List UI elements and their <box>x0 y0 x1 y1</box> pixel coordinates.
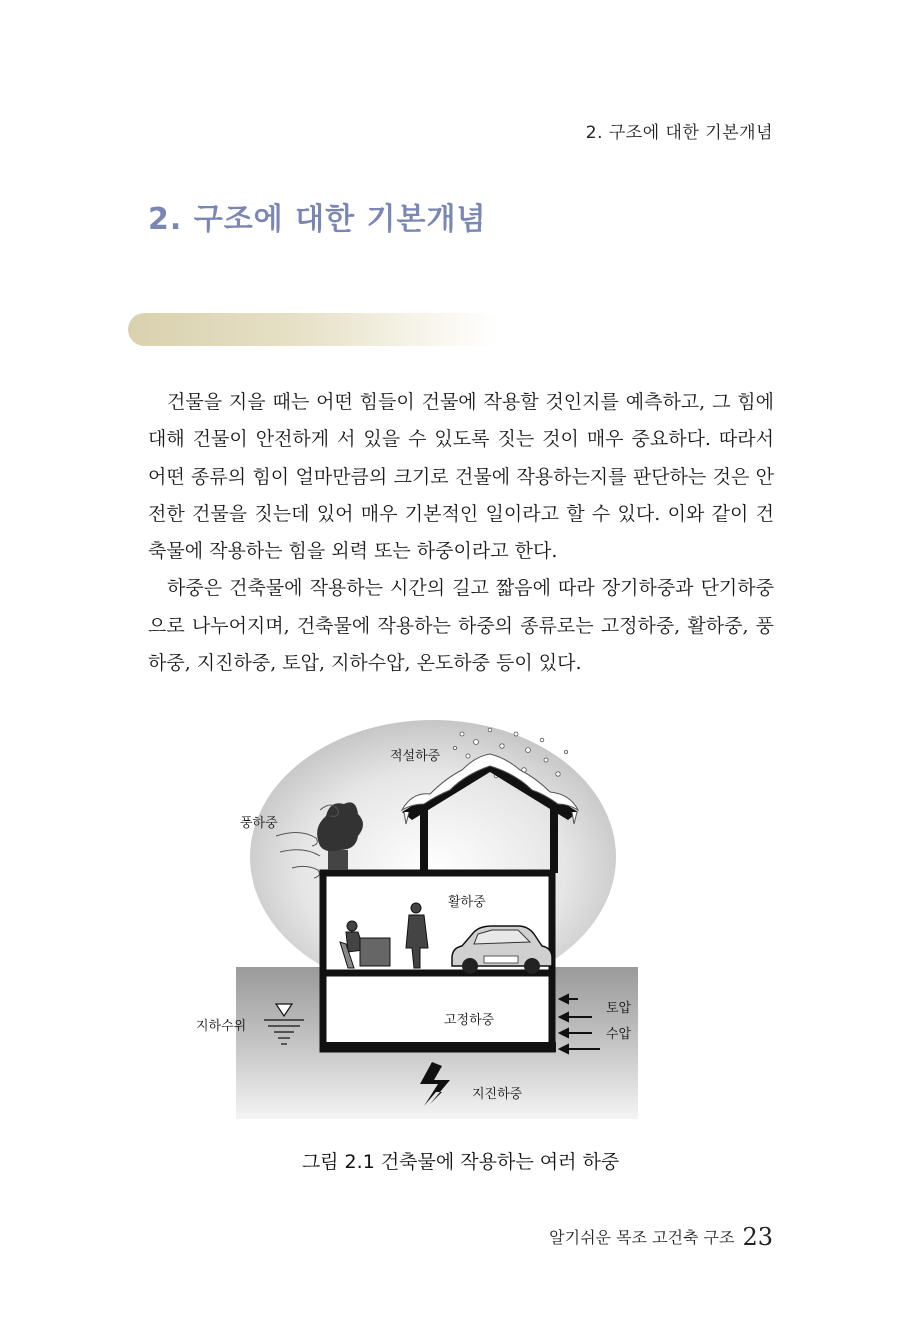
label-water-pressure: 수압 <box>606 1027 632 1042</box>
page-footer <box>549 1223 773 1251</box>
footer-book-title: 알기쉬운 목조 고건축 구조 <box>549 1228 735 1247</box>
foundation <box>320 1042 556 1052</box>
label-dead-load: 고정하중 <box>444 1013 495 1028</box>
upper-wall-left <box>420 808 428 873</box>
page-number: 23 <box>742 1223 773 1251</box>
running-header: 2. 구조에 대한 기본개념 <box>585 123 773 143</box>
label-earth-pressure: 토압 <box>606 1001 632 1016</box>
figure-caption: 그림 2.1 건축물에 작용하는 여러 하중 <box>301 1151 620 1173</box>
label-seismic-load: 지진하중 <box>472 1087 523 1102</box>
paragraph-1: 건물을 지을 때는 어떤 힘들이 건물에 작용할 것인지를 예측하고, 그 힘에 대해 건물이 안전하게 서 있을 수 있도록 짓는 것이 매우 중요하다. 따라서 어떤 종류의 힘이 얼마만큼의 크기로 건물에 작용하는지를 판단하는 것은 안전한 건물을 짓는데 있어 매우 기본적인 일이라고 할 수 있다. 이와 같이 건축물에 작용하는 힘을 외력 또는 하중이라고 한다. <box>148 391 774 563</box>
upper-wall-right <box>550 808 558 873</box>
chapter-title: 2. 구조에 대한 기본개념 <box>148 202 487 237</box>
label-groundwater-level: 지하수위 <box>196 1019 247 1034</box>
load-diagram-figure <box>180 712 650 1132</box>
load-diagram <box>180 712 650 1132</box>
basement <box>323 973 552 1049</box>
label-wind-load: 풍하중 <box>240 816 278 831</box>
title-decoration-bar <box>128 313 500 346</box>
body-text <box>148 384 774 682</box>
label-live-load: 활하중 <box>448 895 486 910</box>
paragraph-2: 하중은 건축물에 작용하는 시간의 길고 짧음에 따라 장기하중과 단기하중으로 나누어지며, 건축물에 작용하는 하중의 종류로는 고정하중, 활하중, 풍하중, 지진하중, 토압, 지하수압, 온도하중 등이 있다. <box>148 577 774 675</box>
label-snow-load: 적설하중 <box>390 749 441 764</box>
